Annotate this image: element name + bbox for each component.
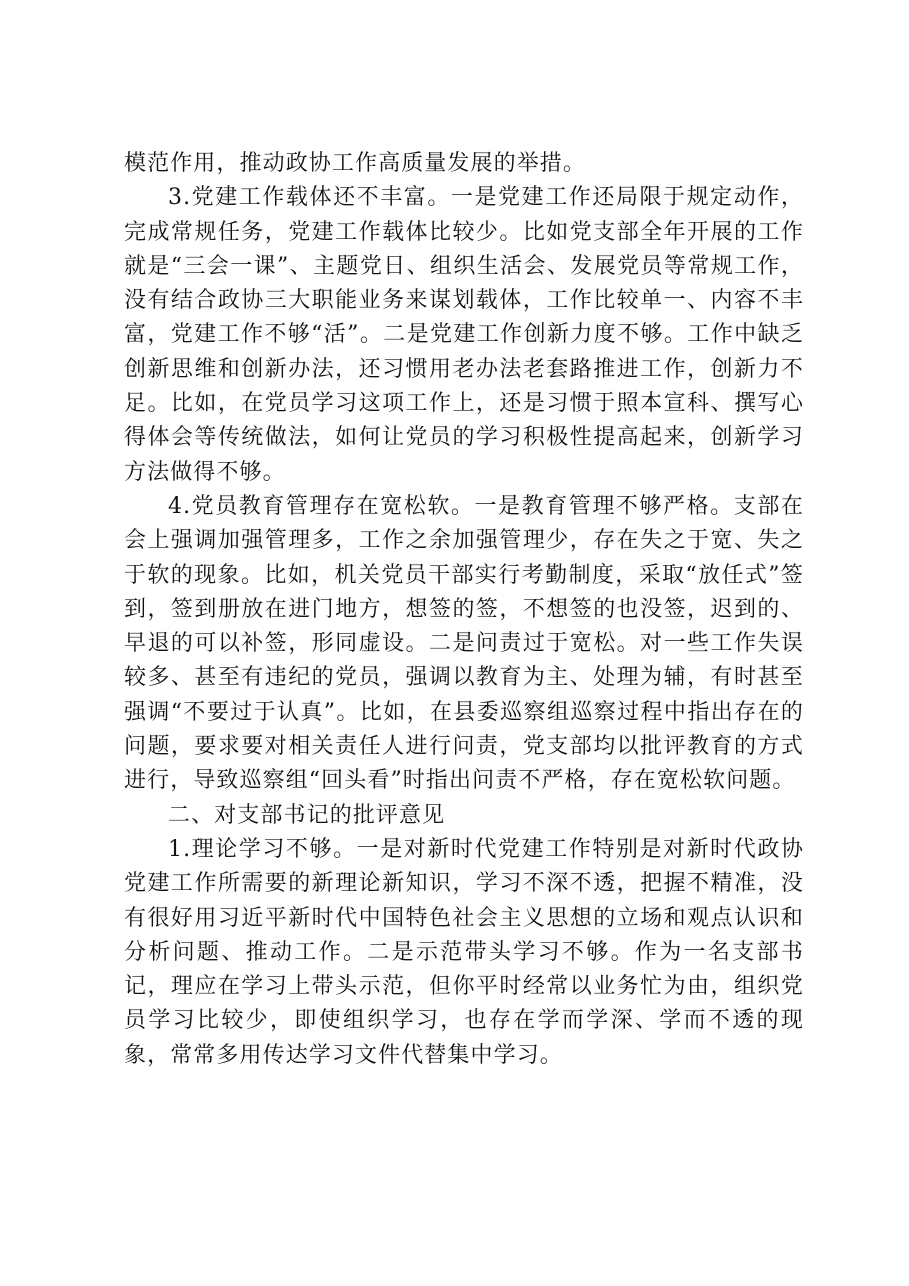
section-heading-secretary-criticism: 二、对支部书记的批评意见: [168, 802, 446, 828]
paragraph-party-building-carrier: 3.党建工作载体还不丰富。一是党建工作还局限于规定动作，完成常规任务，党建工作载体比较少。比如党支部全年开展的工作就是“三会一课”、主题党日、组织生活会、发展党员等常规工作，没有结合政协三大职能业务来谋划载体，工作比较单一、内容不丰富，党建工作不够“活”。二是党建工作创新力度不够。工作中缺乏创新思维和创新办法，还习惯用老办法老套路推进工作，创新力不足。比如，在党员学习这项工作上，还是习惯于照本宣科、撰写心得体会等传统做法，如何让党员的学习积极性提高起来，创新学习方法做得不够。: [124, 185, 804, 485]
paragraph-continuation: 模范作用，推动政协工作高质量发展的举措。: [124, 151, 587, 176]
document-body: [124, 147, 804, 1073]
paragraph-party-member-management: 4.党员教育管理存在宽松软。一是教育管理不够严格。支部在会上强调加强管理多，工作之余加强管理少，存在失之于宽、失之于软的现象。比如，机关党员干部实行考勤制度，采取“放任式”签到，签到册放在进门地方，想签的签，不想签的也没签，迟到的、早退的可以补签，形同虚设。二是问责过于宽松。对一些工作失误较多、甚至有违纪的党员，强调以教育为主、处理为辅，有时甚至强调“不要过于认真”。比如，在县委巡察组巡察过程中指出存在的问题，要求要对相关责任人进行问责，党支部均以批评教育的方式进行，导致巡察组“回头看”时指出问责不严格，存在宽松软问题。: [124, 493, 804, 794]
paragraph-theory-study: 1.理论学习不够。一是对新时代党建工作特别是对新时代政协党建工作所需要的新理论新知识，学习不深不透，把握不精准，没有很好用习近平新时代中国特色社会主义思想的立场和观点认识和分析问题、推动工作。二是示范带头学习不够。作为一名支部书记，理应在学习上带头示范，但你平时经常以业务忙为由，组织党员学习比较少，即使组织学习，也存在学而学深、学而不透的现象，常常多用传达学习文件代替集中学习。: [124, 836, 804, 1068]
